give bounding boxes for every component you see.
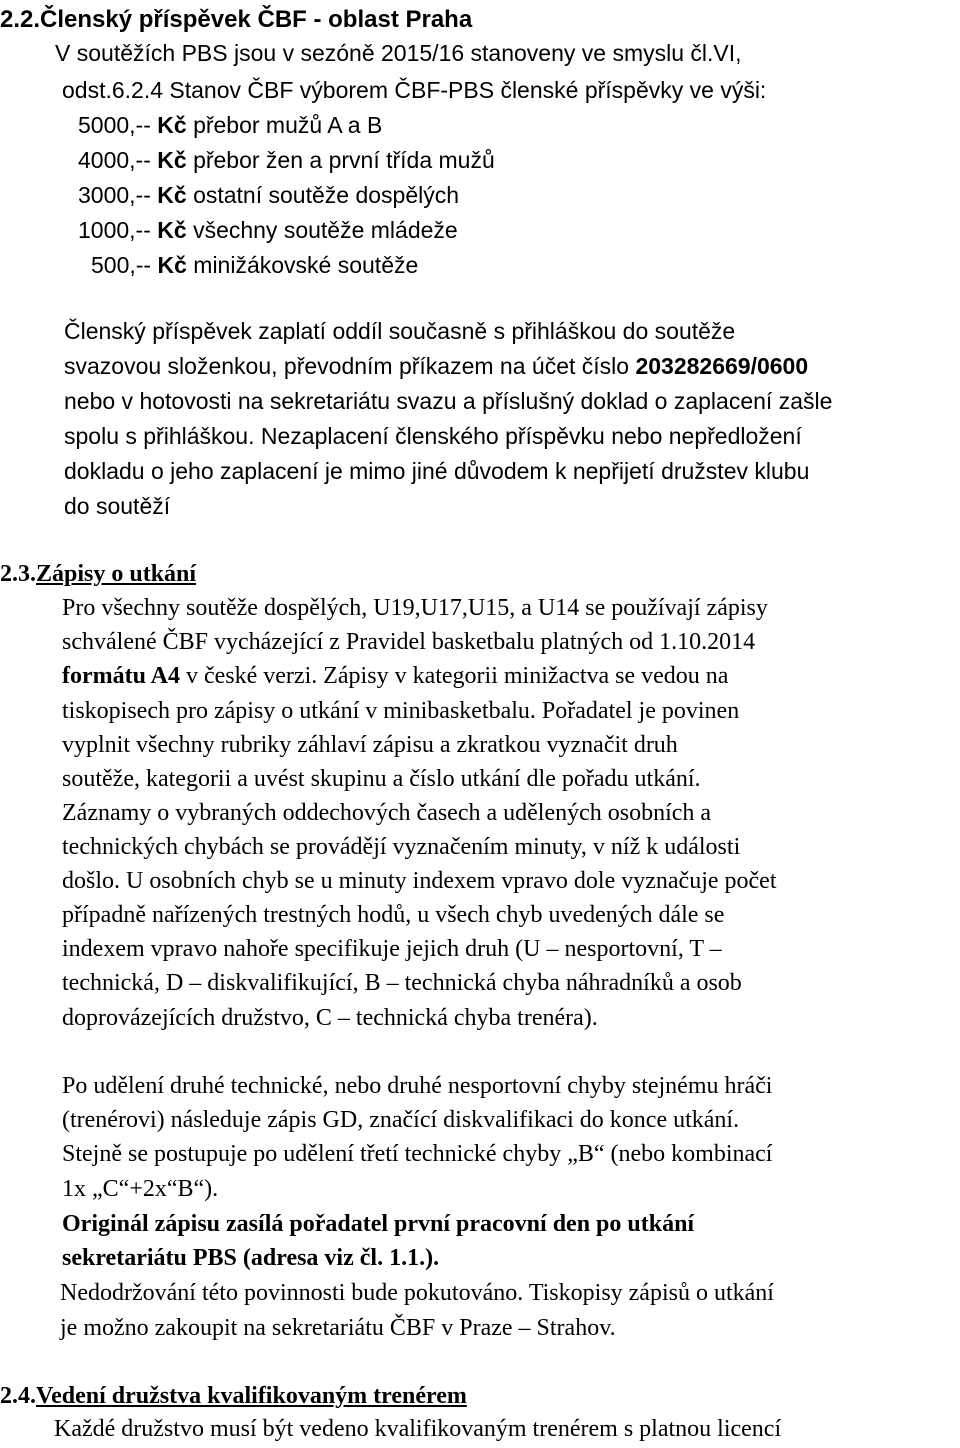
text-line: (trenérovi) následuje zápis GD, značící diskvalifikaci do konce utkání.	[62, 1107, 740, 1133]
fee-currency: Kč	[157, 217, 187, 243]
fee-amount: 1000,--	[78, 217, 151, 243]
payment-line: spolu s přihláškou. Nezaplacení členského příspěvku nebo nepředložení	[64, 423, 802, 449]
fee-row	[78, 149, 495, 172]
fee-amount: 500,--	[91, 252, 152, 278]
fee-amount: 3000,--	[78, 182, 151, 208]
fee-amount: 4000,--	[78, 147, 151, 173]
text-line: technických chybách se provádějí vyznačením minuty, v níž k události	[62, 834, 741, 860]
format-bold: formátu A4	[62, 663, 180, 689]
format-rest: v české verzi. Zápisy v kategorii minižactva se vedou na	[179, 663, 729, 689]
fee-desc: přebor mužů A a B	[193, 112, 383, 138]
intro-line-2: odst.6.2.4 Stanov ČBF výborem ČBF-PBS členské příspěvky ve výši:	[62, 77, 767, 103]
text-line: Každé družstvo musí být vedeno kvalifikovaným trenérem s platnou licencí	[54, 1416, 782, 1442]
payment-line: do soutěží	[64, 493, 171, 519]
payment-line	[64, 355, 808, 378]
payment-line: nebo v hotovosti na sekretariátu svazu a příslušný doklad o zaplacení zašle	[64, 388, 833, 414]
text-line: případně nařízených trestných hodů, u všech chyb uvedených dále se	[62, 902, 725, 928]
fee-amount: 5000,--	[78, 112, 151, 138]
bold-line: sekretariátu PBS (adresa viz čl. 1.1.).	[62, 1245, 440, 1271]
bank-account-number: 203282669/0600	[635, 353, 809, 379]
text-line: technická, D – diskvalifikující, B – technická chyba náhradníků a osob	[62, 970, 742, 996]
section-2-2-title: 2.2.Členský příspěvek ČBF - oblast Praha	[0, 6, 473, 33]
fee-row	[78, 219, 458, 242]
fee-currency: Kč	[157, 182, 187, 208]
payment-line: Členský příspěvek zaplatí oddíl současně s přihláškou do soutěže	[64, 318, 736, 344]
section-title: Zápisy o utkání	[36, 561, 197, 587]
text-line: 1x „C“+2x“B“).	[62, 1176, 219, 1202]
text-line: Pro všechny soutěže dospělých, U19,U17,U15, a U14 se používají zápisy	[62, 595, 768, 621]
payment-text: svazovou složenkou, převodním příkazem na účet číslo	[64, 353, 636, 379]
section-number: 2.4.	[0, 1383, 36, 1409]
text-line: Záznamy o vybraných oddechových časech a udělených osobních a	[62, 800, 712, 826]
intro-line-1: V soutěžích PBS jsou v sezóně 2015/16 stanoveny ve smyslu čl.VI,	[55, 40, 742, 66]
fee-row	[91, 254, 418, 277]
payment-line: dokladu o jeho zaplacení je mimo jiné důvodem k nepřijetí družstev klubu	[64, 458, 810, 484]
text-line: tiskopisech pro zápisy o utkání v minibasketbalu. Pořadatel je povinen	[62, 698, 740, 724]
fee-desc: všechny soutěže mládeže	[193, 217, 458, 243]
text-line: Nedodržování této povinnosti bude pokutováno. Tiskopisy zápisů o utkání	[60, 1280, 774, 1306]
fee-currency: Kč	[157, 147, 187, 173]
text-line: došlo. U osobních chyb se u minuty indexem vpravo dole vyznačuje počet	[62, 868, 777, 894]
text-line: Stejně se postupuje po udělení třetí technické chyby „B“ (nebo kombinací	[62, 1141, 773, 1167]
text-line: schválené ČBF vycházející z Pravidel basketbalu platných od 1.10.2014	[62, 629, 756, 655]
text-line: je možno zakoupit na sekretariátu ČBF v Praze – Strahov.	[60, 1315, 616, 1341]
section-2-3-title	[0, 562, 196, 586]
text-line: doprovázejících družstvo, C – technická chyba trenéra).	[62, 1005, 598, 1031]
text-line: Po udělení druhé technické, nebo druhé nesportovní chyby stejnému hráči	[62, 1073, 773, 1099]
text-line: indexem vpravo nahoře specifikuje jejich druh (U – nesportovní, T –	[62, 936, 722, 962]
fee-currency: Kč	[157, 112, 187, 138]
fee-row	[78, 184, 459, 207]
fee-row	[78, 114, 382, 137]
section-number: 2.3.	[0, 561, 36, 587]
fee-desc: minižákovské soutěže	[193, 252, 419, 278]
section-2-4-title	[0, 1384, 467, 1408]
text-line: vyplnit všechny rubriky záhlaví zápisu a zkratkou vyznačit druh	[62, 732, 678, 758]
text-line	[62, 664, 728, 688]
fee-desc: přebor žen a první třída mužů	[193, 147, 495, 173]
bold-line: Originál zápisu zasílá pořadatel první pracovní den po utkání	[62, 1211, 695, 1237]
fee-desc: ostatní soutěže dospělých	[193, 182, 460, 208]
section-title: Vedení družstva kvalifikovaným trenérem	[36, 1383, 467, 1409]
fee-currency: Kč	[157, 252, 187, 278]
text-line: soutěže, kategorii a uvést skupinu a číslo utkání dle pořadu utkání.	[62, 766, 701, 792]
